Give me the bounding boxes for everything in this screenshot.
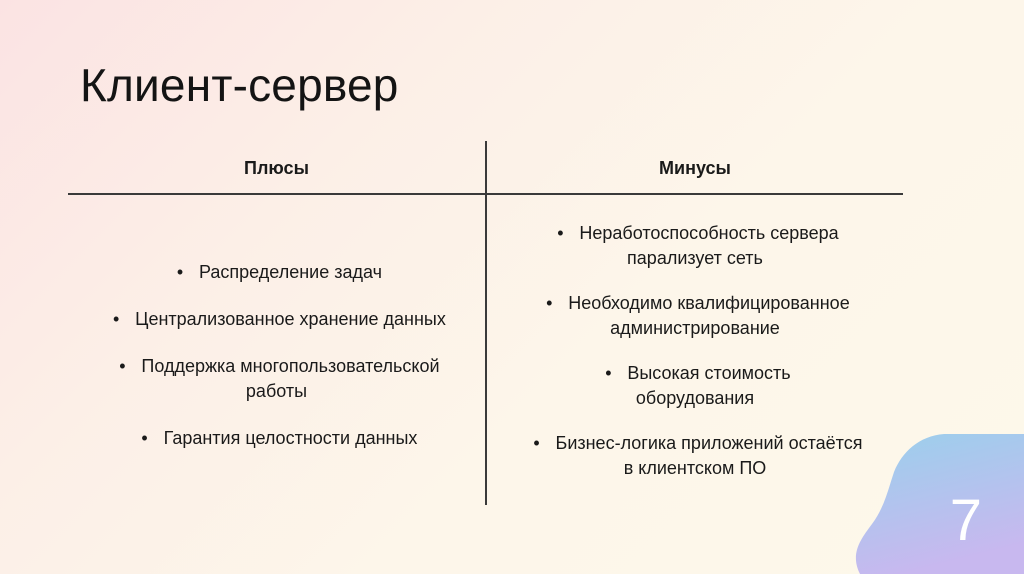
bullet-icon: • <box>605 363 612 383</box>
pros-item <box>68 260 485 285</box>
cons-item-text-cont: в клиентском ПО <box>623 458 767 478</box>
cons-item <box>487 221 903 271</box>
cons-item-text: Высокая стоимость <box>627 363 791 383</box>
header-divider <box>68 193 903 195</box>
pros-item-text: Централизованное хранение данных <box>135 309 446 329</box>
bullet-icon: • <box>546 293 553 313</box>
pros-item <box>68 426 485 451</box>
corner-decoration <box>824 434 1024 574</box>
page-number: 7 <box>949 488 982 553</box>
pros-header: Плюсы <box>244 158 309 178</box>
cons-item-text-cont: парализует сеть <box>627 248 763 268</box>
pros-item <box>68 354 485 404</box>
bullet-icon: • <box>119 356 126 376</box>
cons-item-text: Неработоспособность сервера <box>579 223 839 243</box>
bullet-icon: • <box>557 223 564 243</box>
cons-header: Минусы <box>659 158 731 178</box>
pros-list <box>68 260 485 473</box>
cons-item-text: Необходимо квалифицированное <box>568 293 850 313</box>
pros-item-text: Гарантия целостности данных <box>163 428 418 448</box>
bullet-icon: • <box>141 428 148 448</box>
bullet-icon: • <box>112 309 120 329</box>
slide-title: Клиент-сервер <box>80 59 399 111</box>
cons-item-text-cont: администрирование <box>610 318 780 338</box>
pros-item-text-cont: работы <box>245 381 308 401</box>
bullet-icon: • <box>533 433 540 453</box>
cons-item <box>487 361 903 411</box>
pros-item-text: Поддержка многопользовательской <box>141 356 440 376</box>
pros-item-text: Распределение задач <box>199 262 382 282</box>
cons-item-text-cont: оборудования <box>635 388 755 408</box>
cons-item <box>487 291 903 341</box>
cons-item-text: Бизнес-логика приложений остаётся <box>555 433 863 453</box>
bullet-icon: • <box>176 262 184 282</box>
pros-item <box>68 307 485 332</box>
